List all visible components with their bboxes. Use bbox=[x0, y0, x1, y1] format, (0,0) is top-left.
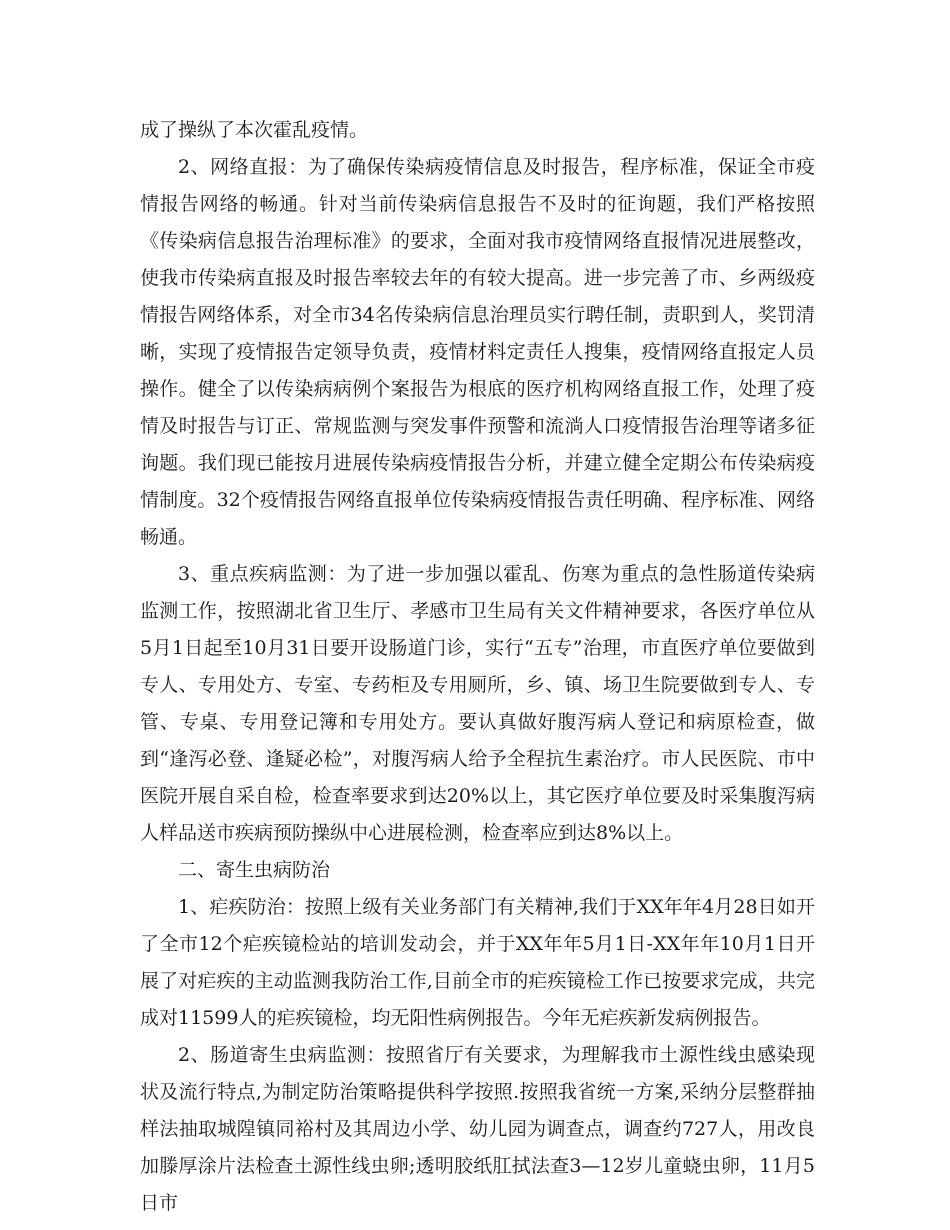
paragraph-network-reporting: 2、网络直报：为了确保传染病疫情信息及时报告，程序标准，保证全市疫情报告网络的畅通。针对当前传染病信息报告不及时的征询题，我们严格按照《传染病信息报告治理标准》的要求，全面对我市疫情网络直报情况进展整改，使我市传染病直报及时报告率较去年的有较大提高。进一步完善了市、乡两级疫情报告网络体系，对全市34名传染病信息治理员实行聘任制，责职到人，奖罚清晰，实现了疫情报告定领导负责，疫情材料定责任人搜集，疫情网络直报定人员操作。健全了以传染病病例个案报告为根底的医疗机构网络直报工作，处理了疫情及时报告与订正、常规监测与突发事件预警和流淌人口疫情报告治理等诸多征询题。我们现已能按月进展传染病疫情报告分析，并建立健全定期公布传染病疫情制度。32个疫情报告网络直报单位传染病疫情报告责任明确、程序标准、网络畅通。 bbox=[140, 156, 815, 548]
paragraph-malaria-prevention: 1、疟疾防治：按照上级有关业务部门有关精神,我们于XX年年4月28日如开了全市12个疟疾镜检站的培训发动会，并于XX年年5月1日-XX年年10月1日开展了对疟疾的主动监测我防治工作,目前全市的疟疾镜检工作已按要求完成，共完成对11599人的疟疾镜检，均无阳性病例报告。今年无疟疾新发病例报告。 bbox=[140, 896, 815, 1029]
paragraph-key-disease-monitoring: 3、重点疾病监测：为了进一步加强以霍乱、伤寒为重点的急性肠道传染病监测工作，按照湖北省卫生厅、孝感市卫生局有关文件精神要求，各医疗单位从5月1日起至10月31日要开设肠道门诊，实行“五专”治理，市直医疗单位要做到专人、专用处方、专室、专药柜及专用厕所，乡、镇、场卫生院要做到专人、专管、专桌、专用登记簿和专用处方。要认真做好腹泻病人登记和病原检查，做到“逢泻必登、逢疑必检”，对腹泻病人给予全程抗生素治疗。市人民医院、市中医院开展自采自检，检查率要求到达20%以上，其它医疗单位要及时采集腹泻病人样品送市疾病预防操纵中心进展检测，检查率应到达8%以上。 bbox=[140, 563, 815, 844]
document-body bbox=[140, 112, 815, 1222]
paragraph-continuation: 成了操纵了本次霍乱疫情。 bbox=[140, 119, 369, 141]
section-heading-parasitic-disease: 二、寄生虫病防治 bbox=[178, 859, 331, 881]
paragraph-intestinal-parasite-monitoring: 2、肠道寄生虫病监测：按照省厅有关要求，为理解我市土源性线虫感染现状及流行特点,为制定防治策略提供科学按照.按照我省统一方案,采纳分层整群抽样法抽取城隍镇同裕村及其周边小学、幼儿园为调查点，调查约727人，用改良加滕厚涂片法检查土源性线虫卵;透明胶纸肛拭法查3—12岁儿童蛲虫卵，11月5日市 bbox=[140, 1044, 815, 1214]
